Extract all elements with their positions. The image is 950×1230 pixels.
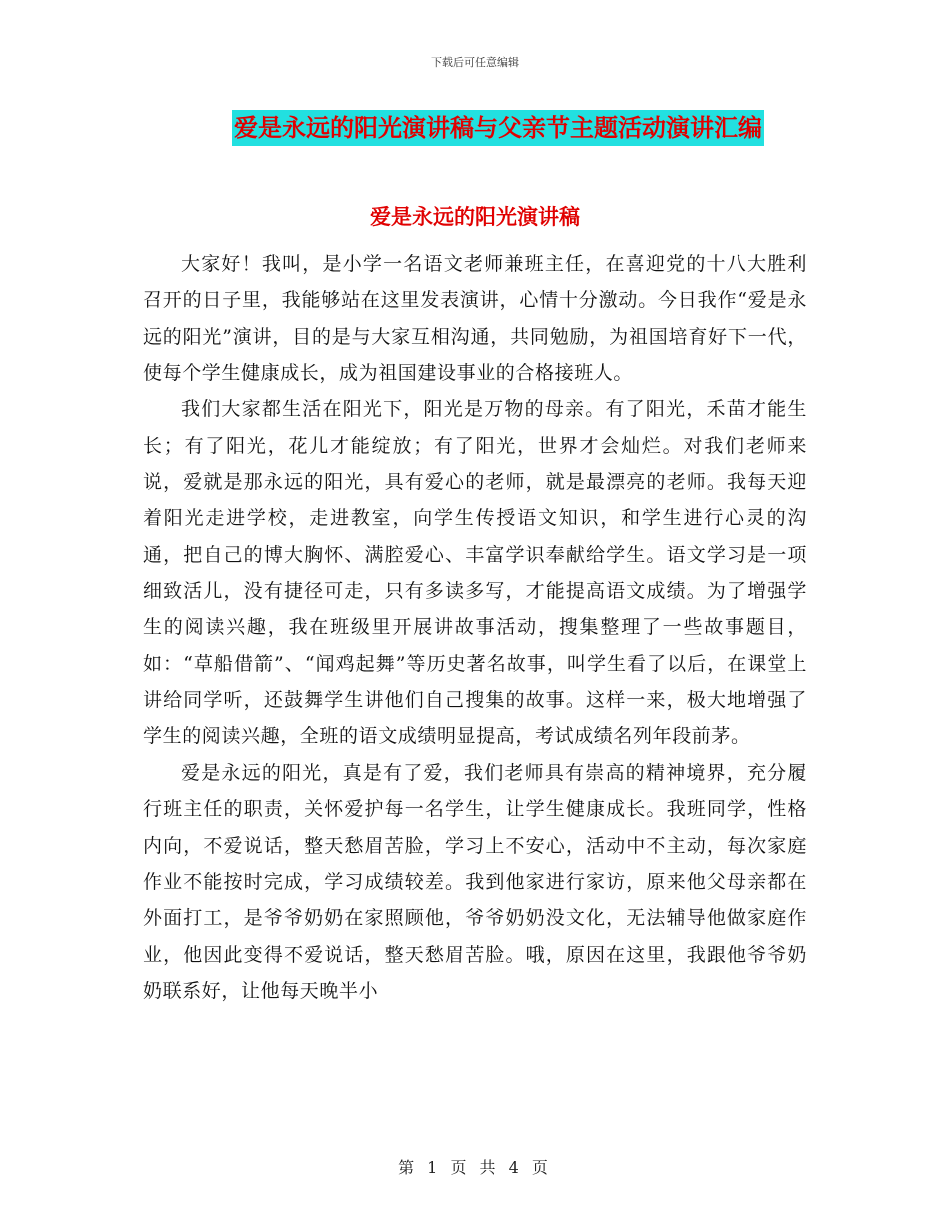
body-paragraph: 大家好！我叫，是小学一名语文老师兼班主任，在喜迎党的十八大胜利召开的日子里，我能够站在这里发表演讲，心情十分激动。今日我作“爱是永远的阳光”演讲，目的是与大家互相沟通，共同勉励，为祖国培育好下一代，使每个学生健康成长，成为祖国建设事业的合格接班人。: [143, 253, 807, 385]
main-title-container: [0, 110, 950, 146]
body-paragraph: 我们大家都生活在阳光下，阳光是万物的母亲。有了阳光，禾苗才能生长；有了阳光，花儿才能绽放；有了阳光，世界才会灿烂。对我们老师来说，爱就是那永远的阳光，具有爱心的老师，就是最漂亮的老师。我每天迎着阳光走进学校，走进教室，向学生传授语文知识，和学生进行心灵的沟通，把自己的博大胸怀、满腔爱心、丰富学识奉献给学生。语文学习是一项细致活儿，没有捷径可走，只有多读多写，才能提高语文成绩。为了增强学生的阅读兴趣，我在班级里开展讲故事活动，搜集整理了一些故事题目，如：“草船借箭”、“闻鸡起舞”等历史著名故事，叫学生看了以后，在课堂上讲给同学听，还鼓舞学生讲他们自己搜集的故事。这样一来，极大地增强了学生的阅读兴趣，全班的语文成绩明显提高，考试成绩名列年段前茅。: [143, 398, 807, 748]
page-footer: 第 1 页 共 4 页: [398, 1158, 552, 1177]
body-paragraph: 爱是永远的阳光，真是有了爱，我们老师具有崇高的精神境界，充分履行班主任的职责，关怀爱护每一名学生，让学生健康成长。我班同学，性格内向，不爱说话，整天愁眉苦脸，学习上不安心，活动中不主动，每次家庭作业不能按时完成，学习成绩较差。我到他家进行家访，原来他父母亲都在外面打工，是爷爷奶奶在家照顾他，爷爷奶奶没文化，无法辅导他做家庭作业，他因此变得不爱说话，整天愁眉苦脸。哦，原因在这里，我跟他爷爷奶奶联系好，让他每天晚半小: [143, 761, 807, 1002]
document-body: [143, 246, 807, 1009]
page-header-note: 下载后可任意编辑: [431, 56, 519, 69]
document-main-title: 爱是永远的阳光演讲稿与父亲节主题活动演讲汇编: [232, 110, 764, 146]
section-title: 爱是永远的阳光演讲稿: [370, 205, 580, 229]
